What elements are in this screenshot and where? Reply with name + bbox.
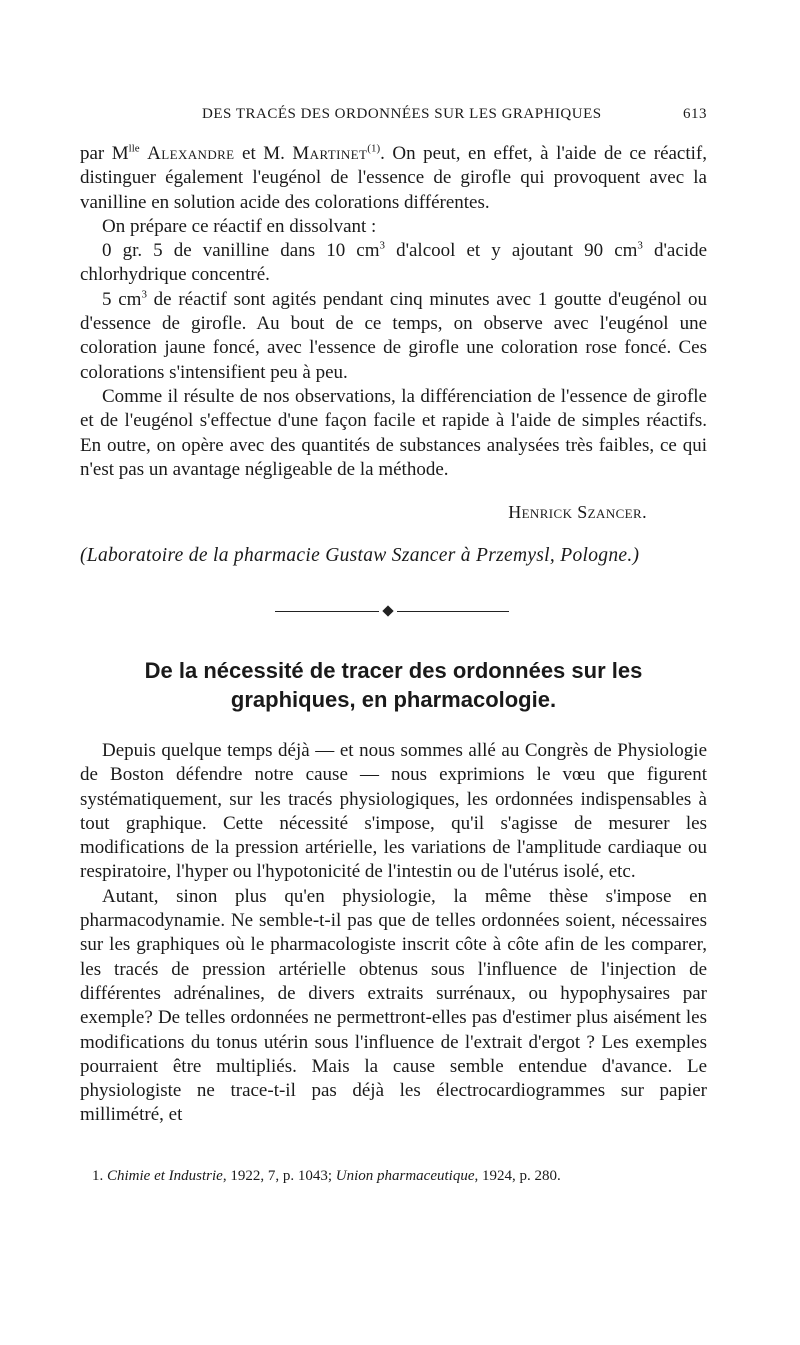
running-head (80, 106, 707, 126)
footnote-number: 1. (92, 1168, 104, 1184)
diamond-icon (382, 605, 393, 616)
divider-line (275, 611, 379, 612)
paragraph: Comme il résulte de nos observations, la différenciation de l'essence de girofle et de l'eugénol s'effectue d'une façon facile et rapide à l'aide de simples réactifs. En outre, on opère avec des quantités de substances analysées très faibles, ce qui n'est pas un avantage négligeable de la méthode. (80, 385, 707, 480)
paragraph: On prépare ce réactif en dissolvant : (102, 215, 377, 237)
section-divider (275, 606, 509, 618)
paragraph: 5 $cm^3$ de réactif sont agités pendant cinq minutes avec 1 goutte d'eugénol ou d'essence de girofle. Au bout de ce temps, on observe avec l'eugénol une coloration jaune foncé, avec l'essence de girofle une coloration rose foncé. Ces colorations s'intensifient peu à peu. (80, 288, 707, 383)
paragraph: Autant, sinon plus qu'en physiologie, la même thèse s'impose en pharmacodynamie. Ne semble-t-il pas que de telles ordonnées soient, nécessaires sur les graphiques où le pharmacologiste inscrit côte à côte afin de les comparer, les tracés de pression artérielle obtenus sous l'influence de l'injection de différentes adrénalines, de divers extraits surrénaux, ou hypophysaires par exemple? De telles ordonnées ne permettront-elles pas d'estimer plus aisément les modifications du tonus utérin sous l'influence de l'extrait d'ergot ? Les exemples pourraient être multipliés. Mais la cause semble entendue d'avance. Le physiologiste ne trace-t-il pas déjà les électrocardiogrammes sur papier millimétré, et (80, 885, 707, 1126)
author-name: Martinet (292, 143, 368, 164)
paragraph: Depuis quelque temps déjà — et nous sommes allé au Congrès de Physiologie de Boston défendre notre cause — nous exprimions le vœu que figurent systématiquement, sur les tracés physiologiques, les ordonnées indispensables à tout graphique. Cette nécessité s'impose, qu'il s'agisse de mesurer les modifications de la pression artérielle, les variations de l'amplitude cardiaque ou respiratoire, l'hyper ou l'hypotonicité de l'intestin ou de l'utérus isolé, etc. (80, 740, 707, 883)
footnote: 1. Chimie et Industrie, 1922, 7, p. 1043; Union pharmaceutique, 1924, p. 280. (92, 1168, 561, 1184)
laboratory-affiliation: (Laboratoire de la pharmacie Gustaw Szancer à Przemysl, Pologne.) (80, 545, 640, 566)
paragraph: 0 gr. 5 de vanilline dans 10 $cm^3$ d'alcool et y ajoutant 90 $cm^3$ d'acide chlorhydrique concentré. (80, 239, 707, 286)
footnote-source: Chimie et Industrie (107, 1168, 223, 1184)
article-body (80, 739, 707, 1128)
article-title: De la nécessité de tracer des ordonnées sur les graphiques, en pharmacologie. (144, 658, 643, 712)
footnote-ref: (1) (367, 142, 381, 155)
author-signature: Henrick Szancer. (508, 502, 647, 522)
running-head-title: DES TRACÉS DES ORDONNÉES SUR LES GRAPHIQUES (202, 106, 602, 122)
author-name: Alexandre (147, 143, 235, 164)
footnote-source: Union pharmaceutique (335, 1168, 475, 1184)
divider-line (397, 611, 509, 612)
page-number: 613 (683, 106, 707, 122)
paragraph: par $M^{lle}$ Alexandre et M. Martinet$^{(1)}$. On peut, en effet, à l'aide de ce réactif, distinguer également l'eugénol de l'essence de girofle qui provoquent avec la vanilline en solution acide des colorations différentes. (80, 142, 707, 213)
previous-article-body (80, 142, 707, 482)
